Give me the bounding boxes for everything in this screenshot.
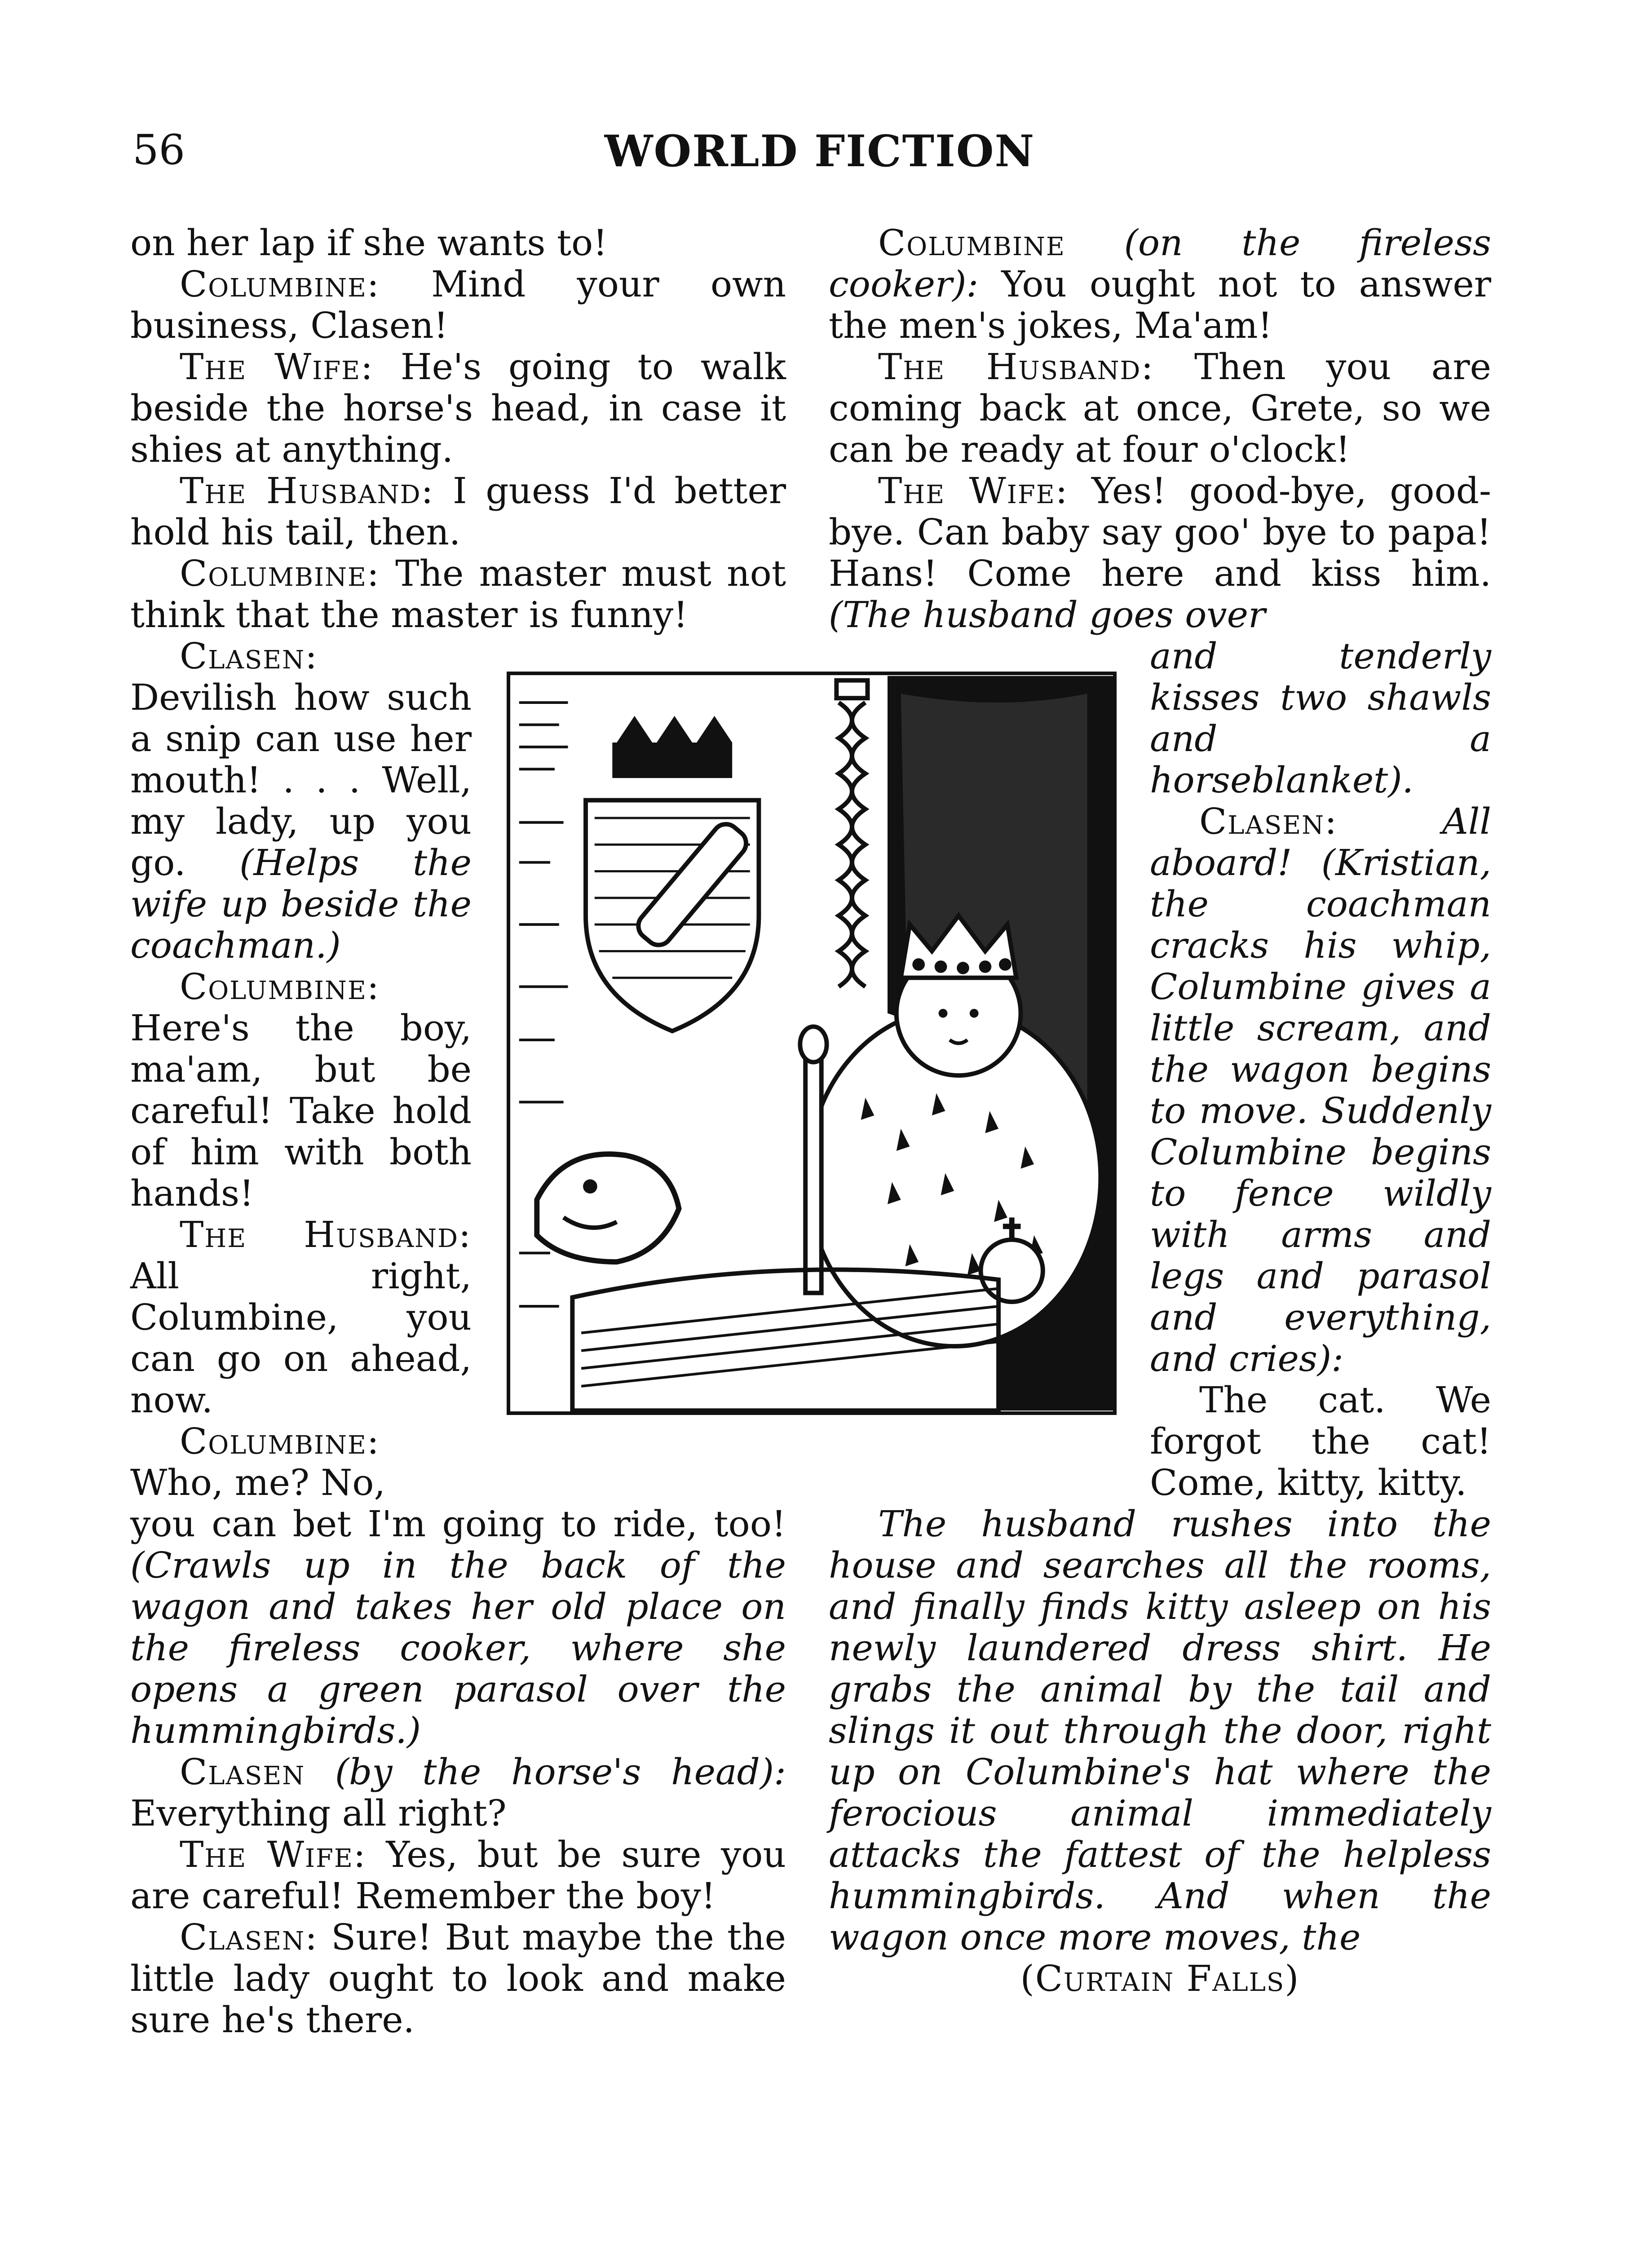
speaker: Columbine: [878, 222, 1065, 264]
stage-direction: The husband rushes into the house and searches all the rooms, and finally finds kitty asleep on his newly laundered dress shirt. He grabs the animal by the tail and slings it out through the door, right up on Columbine's hat where the ferocious animal immediately attacks the fattest of the helpless hummingbirds. And when the wagon once more moves, the: [829, 1503, 1491, 1958]
stage-direction: (by the horse's head):: [305, 1751, 786, 1793]
stage-direction: (The husband goes over: [829, 594, 1266, 636]
running-title: WORLD FICTION: [604, 126, 1035, 177]
page-number: 56: [133, 126, 186, 174]
paragraph: Clasen: All aboard! (Kristian, the coachman cracks his whip, Columbine gives a little scream, and the wagon begins to move. Suddenly Columbine begins to fence wildly with arms and legs and parasol and everything, and cries):: [1150, 800, 1491, 1379]
paragraph: Columbine (on the fireless cooker): You ought not to answer the men's jokes, Ma'am!: [829, 222, 1491, 346]
speaker: Clasen:: [180, 635, 318, 677]
paragraph: The Husband: I guess I'd better hold his tail, then.: [130, 470, 786, 553]
paragraph: Clasen: Sure! But maybe the the little lady ought to look and make sure he's there.: [130, 1916, 786, 2041]
paragraph: The Wife: Yes, but be sure you are careful! Remember the boy!: [130, 1834, 786, 1917]
speaker: Columbine:: [180, 1420, 380, 1462]
paragraph: The Husband: Then you are coming back at once, Grete, so we can be ready at four o'clock!: [829, 346, 1491, 470]
paragraph: Columbine: The master must not think that the master is funny!: [130, 553, 786, 636]
stage-direction: and tenderly kisses two shawls and a horseblanket).: [1150, 635, 1491, 801]
speaker: The Husband:: [878, 346, 1154, 388]
speaker: The Wife:: [180, 346, 374, 388]
speaker: Clasen:: [1199, 800, 1338, 842]
paragraph: Columbine: Here's the boy, ma'am, but be careful! Take hold of him with both hands!: [130, 966, 472, 1214]
paragraph: Clasen: Devilish how such a snip can use her mouth! . . . Well, my lady, up you go. (Helps the wife up beside the coachman.): [130, 635, 472, 966]
paragraph: Columbine: Who, me? No,: [130, 1420, 385, 1503]
illustration-drawing: [510, 675, 1113, 1411]
paragraph: The Wife: He's going to walk beside the horse's head, in case it shies at anything.: [130, 346, 786, 470]
paragraph: Columbine: Mind your own business, Clasen!: [130, 263, 786, 346]
speaker: The Wife:: [878, 470, 1069, 512]
speaker: The Wife:: [180, 1834, 367, 1875]
paragraph: The cat. We forgot the cat! Come, kitty, kitty.: [1150, 1379, 1491, 1503]
page-header: [133, 126, 1507, 189]
paragraph: you can bet I'm going to ride, too! (Crawls up in the back of the wagon and takes her old place on the fireless cooker, where she opens a green parasol over the hummingbirds.): [130, 1503, 786, 1751]
heraldic-crown: [612, 716, 732, 778]
stage-direction: (Kristian, the coachman cracks his whip, Columbine gives a little scream, and the wagon begins to move. Suddenly Columbine begins to fence wildly with arms and legs and parasol and everything, and cries):: [1150, 842, 1491, 1379]
speaker: Clasen:: [180, 1916, 318, 1958]
speaker: The Husband:: [180, 1214, 472, 1256]
paragraph: Clasen (by the horse's head): Everything all right?: [130, 1751, 786, 1834]
illustration-baby-king: [507, 672, 1117, 1415]
paragraph: on her lap if she wants to!: [130, 222, 608, 264]
curtain-line: (Curtain Falls): [1020, 1958, 1300, 1999]
speaker: Columbine:: [180, 553, 380, 594]
wrapped-text-block: [1150, 636, 1491, 1503]
stage-direction: (on the fireless cooker):: [829, 222, 1491, 305]
stage-direction: (Crawls up in the back of the wagon and takes her old place on the fireless cooker, where she opens a green parasol over the hummingbirds.): [130, 1544, 786, 1751]
stage-direction: (Helps the wife up beside the coachman.): [130, 842, 472, 966]
illustrator-signature: H.T.: [1047, 1381, 1083, 1402]
paragraph: The Husband: All right, Columbine, you can go on ahead, now.: [130, 1214, 472, 1421]
speaker: Columbine:: [180, 966, 380, 1008]
speaker: Clasen: [180, 1751, 305, 1793]
wrapped-text-block: [130, 636, 472, 1503]
speaker: The Husband:: [180, 470, 434, 512]
speaker: Columbine:: [180, 263, 380, 305]
paragraph: The Wife: Yes! good-bye, good-bye. Can baby say goo' bye to papa! Hans! Come here and kiss him. (The husband goes over: [829, 470, 1491, 636]
